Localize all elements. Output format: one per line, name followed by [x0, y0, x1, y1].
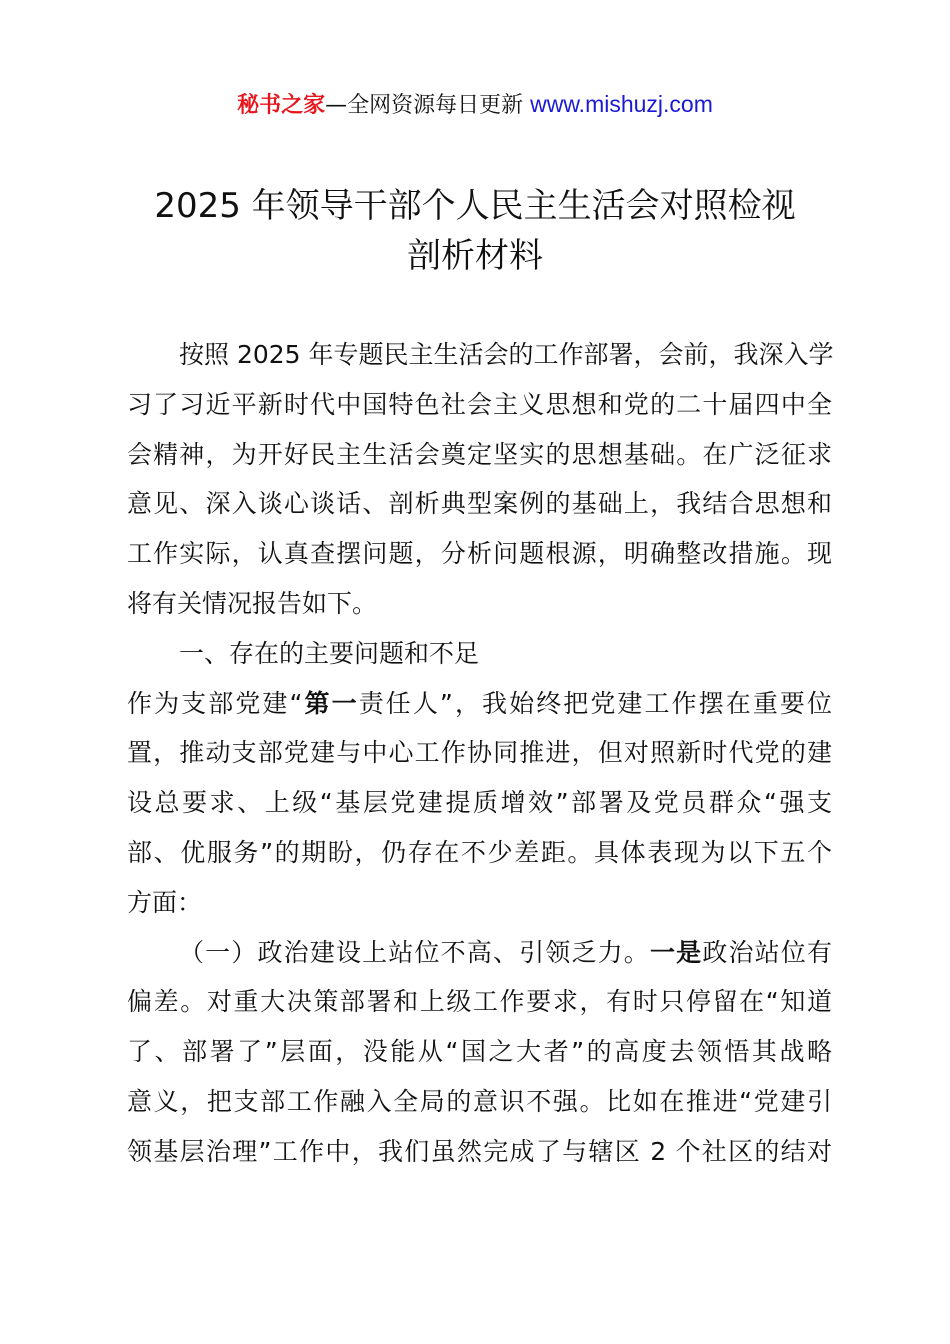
text-segment: 领基层治理”工作中，我们虽然完成了与辖区 2 个社区的结对 [127, 1136, 832, 1166]
text-line [127, 338, 832, 372]
text-segment: 部、优服务”的期盼，仍存在不少差距。具体表现为以下五个 [127, 838, 832, 867]
text-segment: 将有关情况报告如下。 [127, 589, 378, 618]
text-segment: 会精神，为开好民主生活会奠定坚实的思想基础。在广泛征求 [127, 439, 832, 469]
text-line [127, 936, 832, 970]
text-segment: 偏差。对重大决策部署和上级工作要求，有时只停留在“知道 [127, 987, 832, 1017]
text-line [127, 487, 832, 521]
text-line [127, 637, 832, 671]
text-segment: 责任人”，我始终把党建工作摆在重要位 [358, 688, 832, 718]
text-segment: 了、部署了”层面，没能从“国之大者”的高度去领悟其战略 [127, 1037, 832, 1067]
text-line [127, 1135, 832, 1169]
brand-name: 秘书之家 [237, 93, 326, 118]
text-line [127, 985, 832, 1019]
text-line [127, 886, 832, 920]
text-segment: 工作实际，认真查摆问题，分析问题根源，明确整改措施。现 [127, 539, 832, 569]
bold-text-segment: 一是 [649, 937, 703, 967]
text-segment: 意义，把支部工作融入全局的意识不强。比如在推进“党建引 [127, 1087, 832, 1116]
text-segment: 一、存在的主要问题和不足 [179, 638, 480, 668]
site-url-link[interactable]: www.mishuzj.com [530, 91, 713, 117]
text-segment: 意见、深入谈心谈话、剖析典型案例的基础上，我结合思想和 [127, 489, 832, 519]
text-segment: 作为支部党建“ [127, 688, 303, 718]
text-segment: 政治站位有 [702, 937, 832, 967]
text-segment: 方面： [127, 887, 203, 917]
text-line [127, 687, 832, 721]
text-segment: 设总要求、上级“基层党建提质增效”部署及党员群众“强支 [127, 788, 832, 818]
text-line [127, 736, 832, 770]
text-segment: 习了习近平新时代中国特色社会主义思想和党的二十届四中全 [127, 389, 832, 419]
text-line [127, 1035, 832, 1069]
text-line [127, 1085, 832, 1119]
document-title-line-2: 剖析材料 [407, 236, 543, 276]
text-segment: 按照 2025 年专题民主生活会的工作部署，会前，我深入学 [179, 340, 834, 369]
text-line [127, 537, 832, 571]
text-line [127, 587, 832, 621]
text-line [127, 836, 832, 870]
text-line [127, 438, 832, 472]
text-line [127, 786, 832, 820]
site-banner [0, 88, 950, 122]
text-segment: 置，推动支部党建与中心工作协同推进，但对照新时代党的建 [127, 738, 832, 768]
document-title-line-1: 2025 年领导干部个人民主生活会对照检视 [154, 186, 796, 226]
bold-text-segment: 第一 [302, 688, 359, 718]
text-segment: （一）政治建设上站位不高、引领乏力。 [179, 937, 650, 967]
text-line [127, 388, 832, 422]
banner-slogan: —全网资源每日更新 [325, 93, 531, 118]
